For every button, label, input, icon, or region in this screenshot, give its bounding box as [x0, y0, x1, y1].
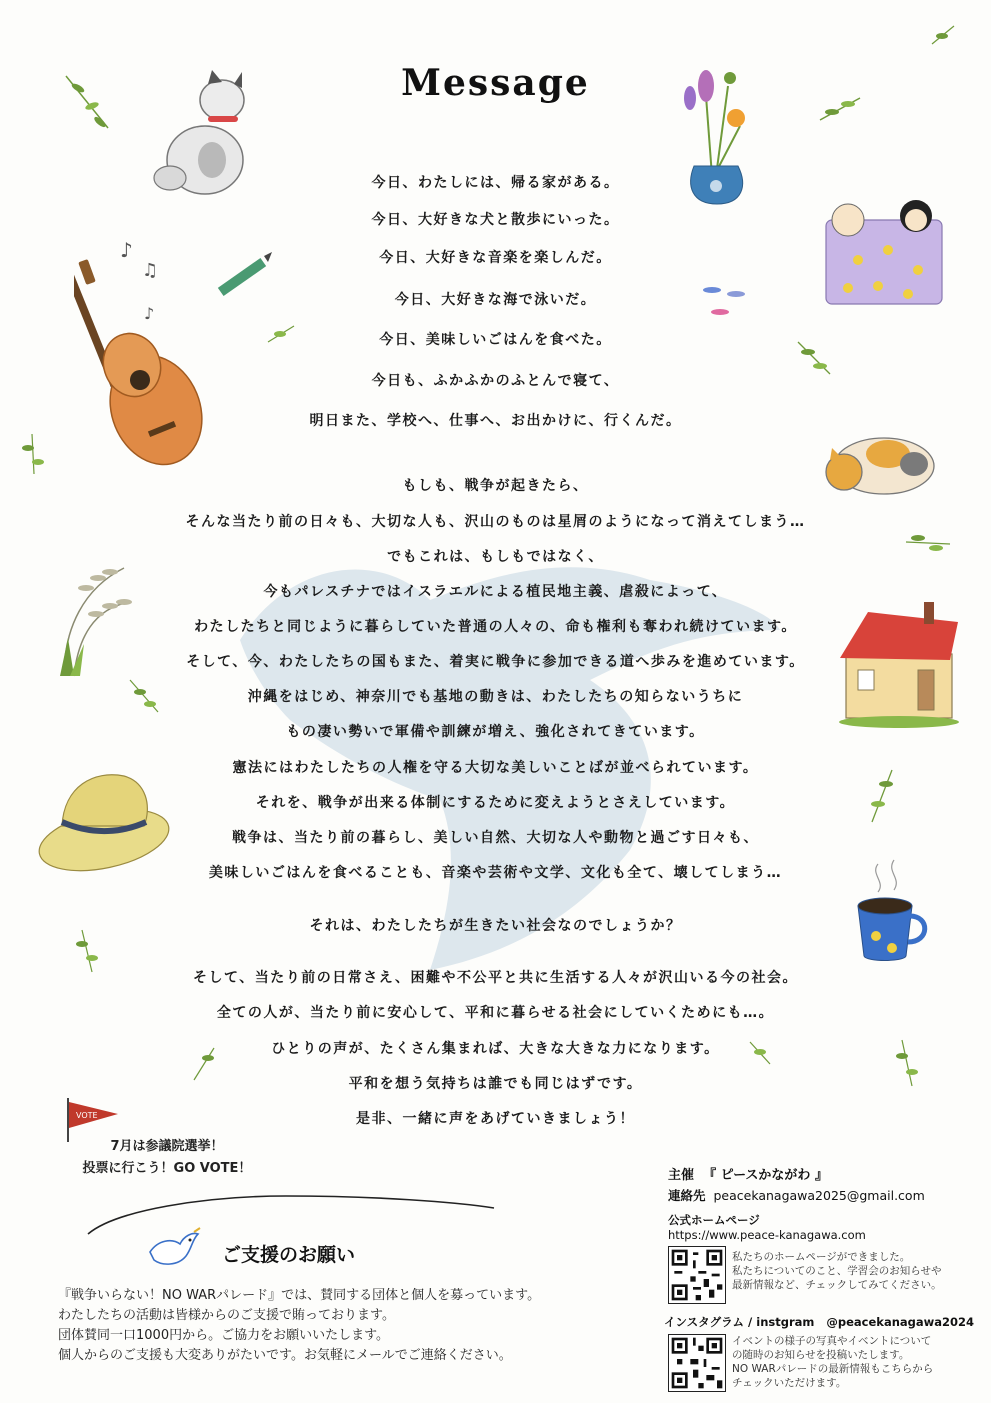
homepage-url[interactable]: https://www.peace-kanagawa.com — [668, 1228, 866, 1242]
message-line: 全ての人が、当たり前に安心して、平和に暮らせる社会にしていくためにも…。 — [216, 1005, 775, 1021]
contact-email[interactable]: peacekanagawa2025@gmail.com — [713, 1188, 925, 1203]
vote-flag-text: VOTE — [76, 1111, 98, 1120]
flower-vase-illustration — [672, 56, 762, 206]
homepage-note — [732, 1250, 942, 1292]
message-line: 今日、大好きな犬と散歩にいった。 — [371, 212, 620, 228]
message-line: わたしたちと同じように暮らしていた普通の人々の、命も権利も奪われ続けています。 — [194, 619, 797, 635]
message-line: でもこれは、もしもではなく、 — [387, 549, 604, 565]
dog-illustration — [150, 68, 260, 198]
vote-line-1: 7月は参議院選挙！ — [110, 1139, 224, 1154]
message-line: 今もパレスチナではイスラエルによる植民地主義、虐殺によって、 — [263, 584, 728, 600]
leaf-sprig-icon — [72, 928, 102, 974]
music-note-icon: ♫ — [142, 260, 159, 281]
message-line: 今日、わたしには、帰る家がある。 — [371, 175, 620, 191]
futon-child-illustration — [818, 190, 948, 310]
homepage-note-line: 最新情報など、チェックしてみてください。 — [732, 1279, 942, 1291]
instagram-label: インスタグラム / instgram — [664, 1315, 815, 1329]
message-line: 沖縄をはじめ、神奈川でも基地の動きは、わたしたちの知らないうちに — [247, 689, 744, 705]
host-name: 『 ピースかながわ 』 — [703, 1168, 828, 1183]
leaf-sprig-icon — [904, 528, 952, 556]
message-line: それは、わたしたちが生きたい社会なのでしょうか？ — [309, 918, 682, 934]
message-line: 今日も、ふかふかのふとんで寝て、 — [371, 373, 620, 389]
support-line: 個人からのご支援も大変ありがたいです。お気軽にメールでご連絡ください。 — [58, 1348, 512, 1363]
host-label: 主催 — [668, 1168, 695, 1183]
leaf-sprig-icon — [62, 72, 112, 132]
message-line: 今日、美味しいごはんを食べた。 — [379, 332, 612, 348]
homepage-note-line: 私たちについてのこと、学習会のお知らせや — [732, 1265, 942, 1277]
support-line: 『戦争いらない！NO WARパレード』では、賛同する団体と個人を募っています。 — [58, 1288, 541, 1303]
leaf-sprig-icon — [188, 1044, 220, 1084]
message-line: そして、今、わたしたちの国もまた、着実に戦争に参加できる道へ歩みを進めています。 — [186, 654, 805, 670]
homepage-qr-code[interactable] — [668, 1246, 726, 1304]
coffee-cup-illustration — [848, 856, 938, 966]
instagram-note-line: チェックいただけます。 — [732, 1377, 847, 1389]
message-line: そして、当たり前の日常さえ、困難や不公平と共に生活する人々が沢山いる今の社会。 — [192, 970, 799, 986]
message-line: 平和を想う気持ちは誰でも同じはずです。 — [348, 1076, 643, 1092]
leaf-sprig-icon — [794, 338, 834, 378]
dove-icon — [146, 1226, 202, 1272]
message-line: 美味しいごはんを食べることも、音楽や芸術や文学、文化も全て、壊してしまう… — [208, 865, 783, 881]
leaf-sprig-icon — [862, 766, 902, 826]
leaf-sprig-icon — [266, 320, 296, 346]
support-line: 団体賛同一口1000円から。ご協力をお願いいたします。 — [58, 1328, 390, 1343]
fish-illustration — [698, 280, 758, 324]
instagram-qr-code[interactable] — [668, 1334, 726, 1392]
support-line: わたしたちの活動は皆様からのご支援で賄っております。 — [58, 1308, 395, 1323]
sleeping-cat-illustration — [818, 420, 938, 500]
host-info — [668, 1164, 828, 1183]
contact-label: 連絡先 — [668, 1188, 706, 1203]
leaf-sprig-icon — [818, 94, 862, 124]
message-line: 是非、一緒に声をあげていきましょう！ — [356, 1111, 635, 1127]
message-line: 今日、大好きな音楽を楽しんだ。 — [379, 250, 612, 266]
vote-line-2: 投票に行こう！GO VOTE！ — [82, 1161, 252, 1176]
instagram-note-line: の随時のお知らせを投稿いたします。 — [732, 1349, 910, 1361]
support-title: ご支援のお願い — [222, 1244, 356, 1266]
leaf-sprig-icon — [18, 432, 48, 476]
house-illustration — [834, 598, 964, 728]
pencil-illustration — [210, 250, 276, 304]
straw-hat-illustration — [34, 766, 174, 876]
instagram-note-line: NO WARパレードの最新情報もこちらから — [732, 1363, 934, 1375]
instagram-handle[interactable]: @peacekanagawa2024 — [826, 1315, 975, 1329]
leaf-sprig-icon — [930, 22, 956, 48]
message-line: 明日また、学校へ、仕事へ、お出かけに、行くんだ。 — [309, 413, 682, 429]
homepage-note-line: 私たちのホームページができました。 — [732, 1251, 911, 1263]
rice-plant-illustration — [34, 548, 144, 678]
message-line: それを、戦争が出来る体制にするために変えようとさえしています。 — [255, 795, 736, 811]
leaf-sprig-icon — [892, 1038, 922, 1088]
contact-info — [668, 1186, 925, 1204]
message-line: 今日、大好きな海で泳いだ。 — [394, 292, 597, 308]
message-title: Message — [401, 62, 590, 104]
music-note-icon: ♪ — [120, 238, 133, 262]
music-note-icon: ♪ — [144, 304, 155, 323]
instagram-info — [664, 1314, 974, 1330]
message-line: ひとりの声が、たくさん集まれば、大きな大きな力になります。 — [271, 1041, 720, 1057]
vote-message — [62, 1136, 272, 1180]
message-line: もしも、戦争が起きたら、 — [402, 478, 589, 494]
instagram-note-line: イベントの様子の写真やイベントについて — [732, 1335, 932, 1347]
message-line: 戦争は、当たり前の暮らし、美しい自然、大切な人や動物と過ごす日々も、 — [232, 830, 759, 846]
instagram-note — [732, 1334, 933, 1390]
message-line: もの凄い勢いで軍備や訓練が増え、強化されてきています。 — [286, 724, 705, 740]
message-line: そんな当たり前の日々も、大切な人も、沢山のものは星屑のようになって消えてしまう… — [185, 514, 806, 530]
message-line: 憲法にはわたしたちの人権を守る大切な美しいことばが並べられています。 — [232, 760, 759, 776]
leaf-sprig-icon — [748, 1040, 772, 1066]
homepage-label: 公式ホームページ — [668, 1213, 760, 1227]
leaf-sprig-icon — [126, 676, 162, 716]
support-description — [58, 1286, 638, 1366]
